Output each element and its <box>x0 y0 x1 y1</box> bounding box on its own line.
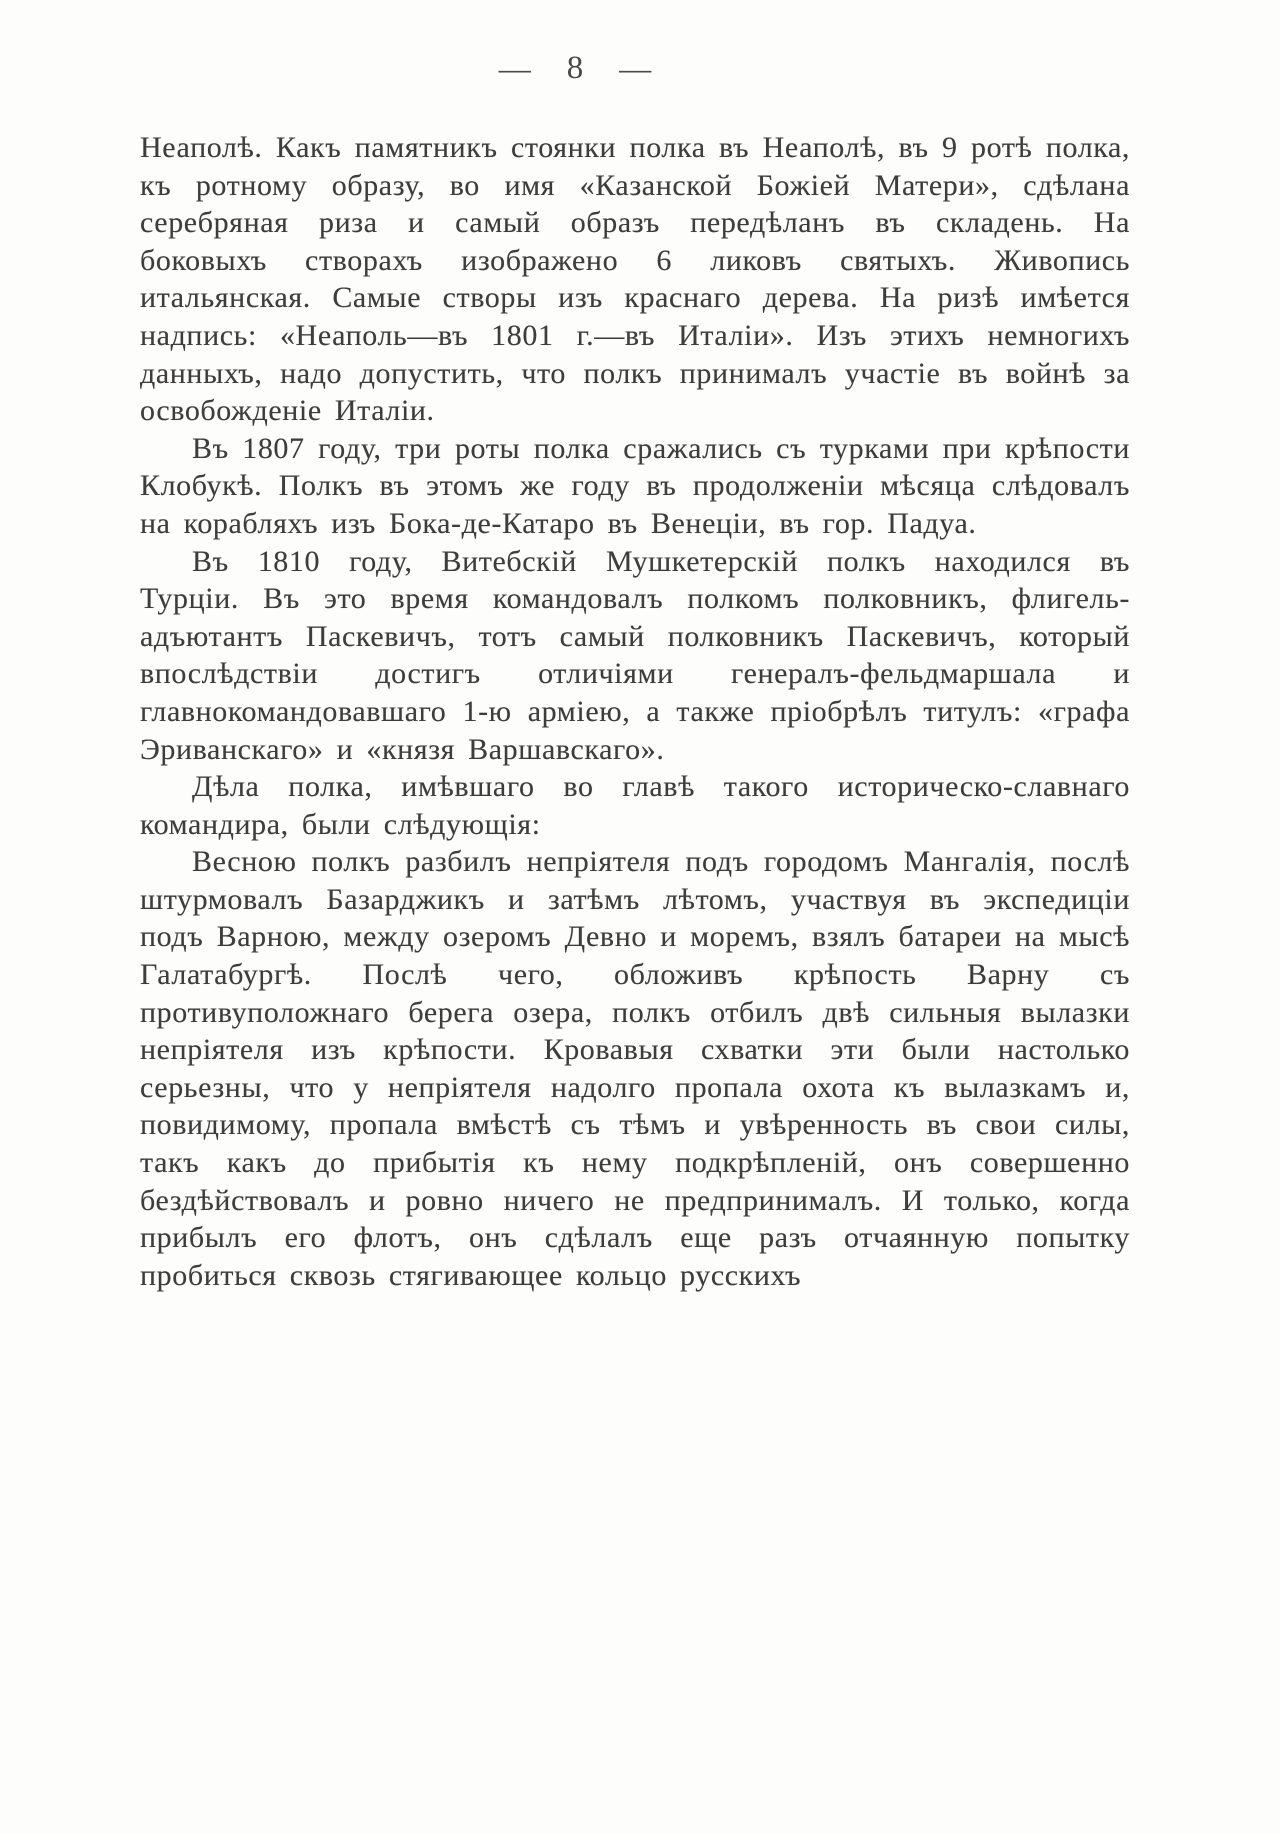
header-dash-left: — <box>498 50 531 86</box>
paragraph: Въ 1807 году, три роты полка сражались съ турками при крѣпости Клобукѣ. Полкъ въ этомъ же году въ продолженіи мѣсяца слѣдовалъ на корабляхъ изъ Бока-де-Катаро въ Венеціи, въ гор. Падуа. <box>140 431 1130 540</box>
page-header <box>80 50 1070 87</box>
page-number: 8 <box>566 50 584 86</box>
page-body <box>140 129 1130 1294</box>
paragraph: Весною полкъ разбилъ непріятеля подъ городомъ Мангалія, послѣ штурмовалъ Базарджикъ и затѣмъ лѣтомъ, участвуя въ экспедиціи подъ Варною, между озеромъ Девно и моремъ, взялъ батареи на мысѣ Галатабургѣ. Послѣ чего, обложивъ крѣпость Варну съ противуположнаго берега озера, полкъ отбилъ двѣ сильныя вылазки непріятеля изъ крѣпости. Кровавыя схватки эти были настолько серьезны, что у непріятеля надолго пропала охота къ вылазкамъ и, повидимому, пропала вмѣстѣ съ тѣмъ и увѣренность въ свои силы, такъ какъ до прибытія къ нему подкрѣпленій, онъ совершенно бездѣйствовалъ и ровно ничего не предпринималъ. И только, когда прибылъ его флотъ, онъ сдѣлалъ еще разъ отчаянную попытку пробиться сквозь стягивающее кольцо русскихъ <box>140 845 1130 1292</box>
paragraph: Дѣла полка, имѣвшаго во главѣ такого историческо-славнаго командира, были слѣдующія: <box>140 770 1130 841</box>
header-dash-right: — <box>619 50 652 86</box>
paragraph-continuation: Неаполѣ. Какъ памятникъ стоянки полка въ Неаполѣ, въ 9 ротѣ полка, къ ротному образу, во имя «Казанской Божіей Матери», сдѣлана серебряная риза и самый образъ передѣланъ въ складень. На боковыхъ створахъ изображено 6 ликовъ святыхъ. Живопись итальянская. Самые створы изъ краснаго дерева. На ризѣ имѣется надпись: «Неаполь—въ 1801 г.—въ Италіи». Изъ этихъ немногихъ данныхъ, надо допустить, что полкъ принималъ участіе въ войнѣ за освобожденіе Италіи. <box>140 131 1130 428</box>
paragraph: Въ 1810 году, Витебскій Мушкетерскій полкъ находился въ Турціи. Въ это время командовалъ полкомъ полковникъ, флигель-адъютантъ Паскевичъ, тотъ самый полковникъ Паскевичъ, который впослѣдствіи достигъ отличіями генералъ-фельдмаршала и главнокомандовавшаго 1-ю арміею, а также пріобрѣлъ титулъ: «графа Эриванскаго» и «князя Варшавскаго». <box>140 544 1130 766</box>
